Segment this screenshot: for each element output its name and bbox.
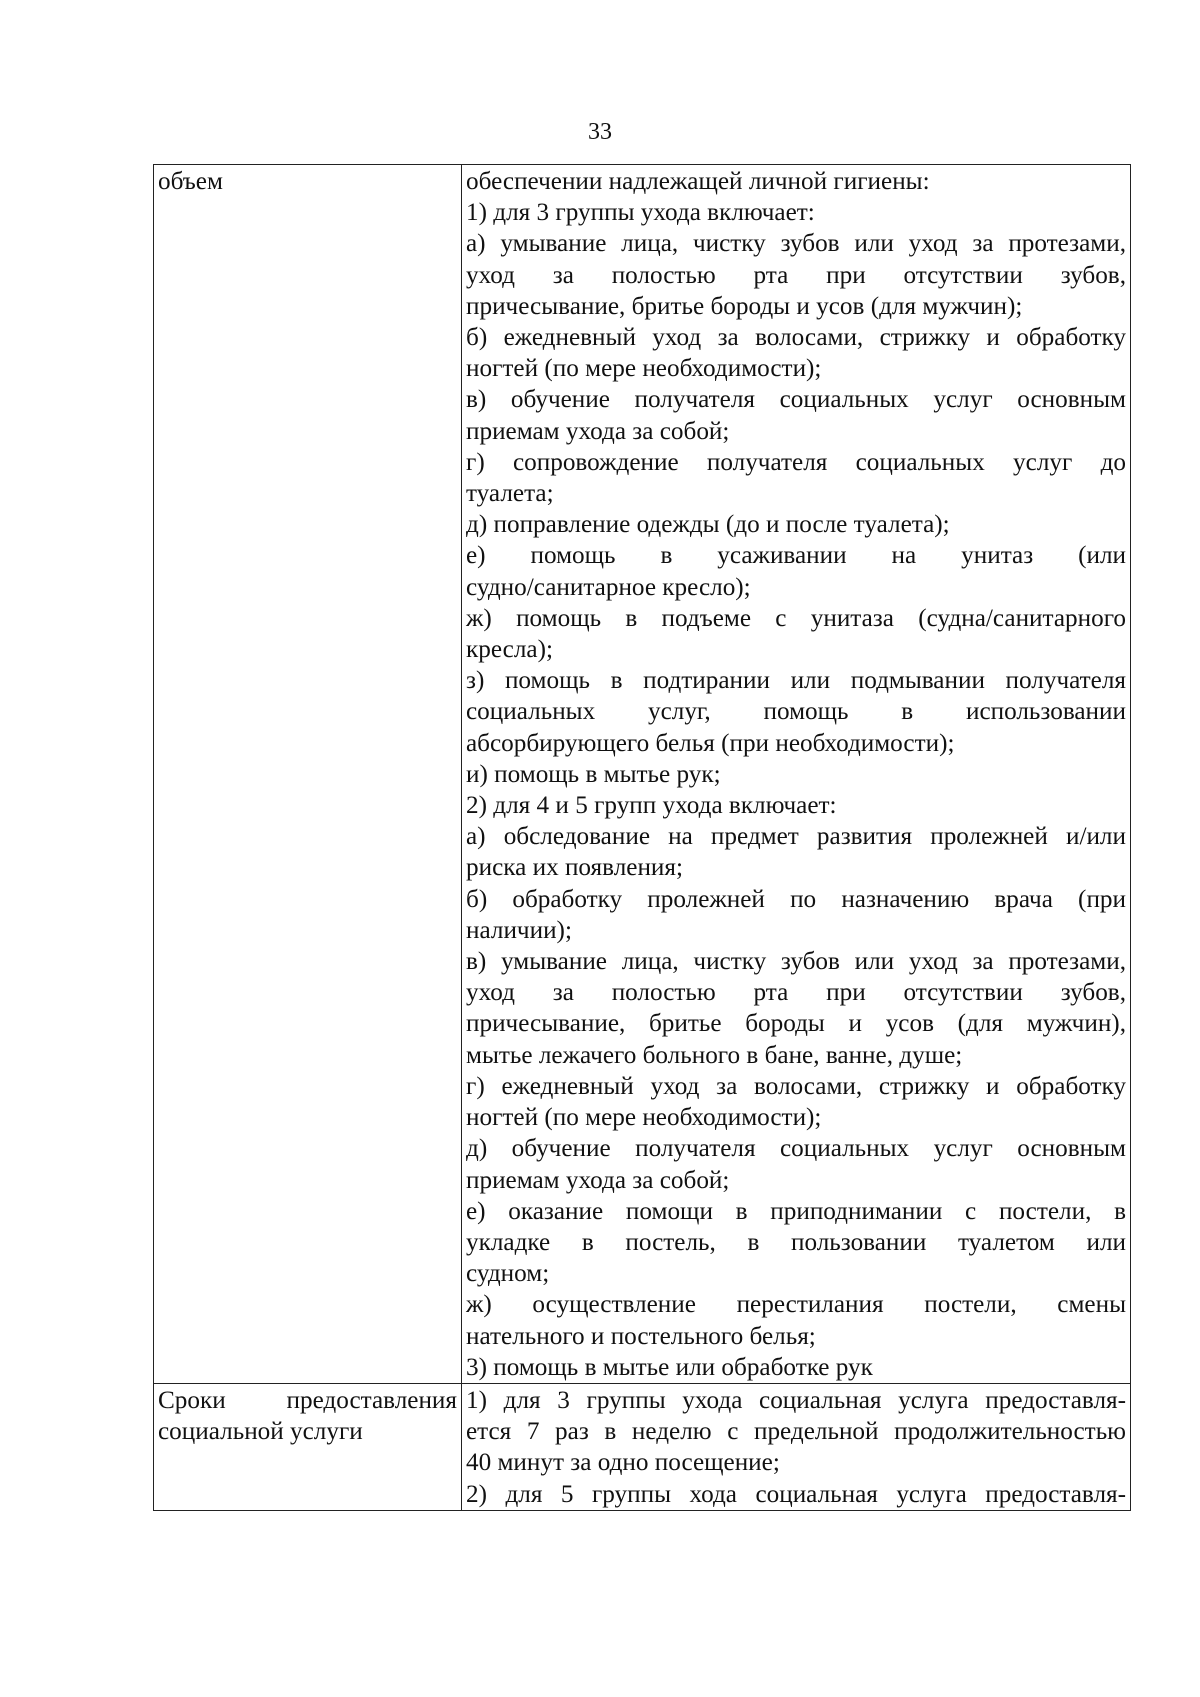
content-line: е) оказание помощи в приподнимании с постели, в [466, 1197, 1126, 1225]
content-line: 40 минут за одно посещение; [466, 1449, 780, 1477]
content-line: б) обработку пролежней по назначению врача (при [466, 885, 1126, 913]
content-line: г) ежедневный уход за волосами, стрижку и обработку [466, 1072, 1126, 1100]
content-line: уход за полостью рта при отсутствии зубов, [466, 979, 1126, 1007]
content-line: е) помощь в усаживании на унитаз (или [466, 542, 1126, 570]
content-cell [462, 165, 1131, 1384]
content-line: ется 7 раз в неделю с предельной продолжительностью [466, 1418, 1126, 1446]
content-line: абсорбирующего белья (при необходимости); [466, 729, 955, 757]
content-line: укладке в постель, в пользовании туалетом или [466, 1228, 1126, 1256]
content-line: б) ежедневный уход за волосами, стрижку и обработку [466, 324, 1126, 352]
page-number: 33 [588, 119, 612, 145]
content-line: социальных услуг, помощь в использовании [466, 698, 1126, 726]
content-line: приемам ухода за собой; [466, 417, 730, 445]
content-line: кресла); [466, 636, 553, 664]
label-line: социальной услуги [158, 1418, 363, 1446]
content-line: 1) для 3 группы ухода социальная услуга предоставля- [466, 1386, 1126, 1414]
content-line: уход за полостью рта при отсутствии зубов, [466, 261, 1126, 289]
content-line: ж) помощь в подъеме с унитаза (судна/санитарного [466, 604, 1126, 632]
content-line: а) умывание лица, чистку зубов или уход за протезами, [466, 230, 1126, 258]
content-line: ж) осуществление перестилания постели, смены [466, 1291, 1126, 1319]
content-line: судно/санитарное кресло); [466, 573, 751, 601]
label-line: Сроки предоставления [158, 1386, 457, 1414]
content-line: 2) для 4 и 5 групп ухода включает: [466, 792, 837, 820]
content-line: приемам ухода за собой; [466, 1166, 730, 1194]
content-line: г) сопровождение получателя социальных услуг до [466, 448, 1126, 476]
content-line: з) помощь в подтирании или подмывании получателя [466, 667, 1126, 695]
content-line: мытье лежачего больного в бане, ванне, душе; [466, 1041, 963, 1069]
label-cell [154, 165, 462, 1384]
content-line: 2) для 5 группы хода социальная услуга предоставля- [466, 1480, 1126, 1508]
content-line: ногтей (по мере необходимости); [466, 1104, 822, 1132]
content-line: риска их появления; [466, 854, 683, 882]
content-line: в) обучение получателя социальных услуг основным [466, 386, 1126, 414]
content-line: обеспечении надлежащей личной гигиены: [466, 168, 930, 195]
content-line: в) умывание лица, чистку зубов или уход за протезами, [466, 948, 1126, 976]
content-line: судном; [466, 1260, 550, 1288]
content-line: и) помощь в мытье рук; [466, 760, 721, 788]
content-line: 1) для 3 группы ухода включает: [466, 199, 815, 227]
service-table [153, 164, 1131, 1511]
content-line: причесывание, бритье бороды и усов (для мужчин), [466, 1010, 1126, 1038]
content-line: ногтей (по мере необходимости); [466, 355, 822, 383]
content-line: причесывание, бритье бороды и усов (для мужчин); [466, 292, 1023, 320]
content-line: нательного и постельного белья; [466, 1322, 816, 1350]
label-cell [154, 1383, 462, 1510]
label-line: объем [158, 168, 223, 195]
content-line: наличии); [466, 916, 572, 944]
content-line: туалета; [466, 480, 554, 508]
content-line: д) обучение получателя социальных услуг основным [466, 1135, 1126, 1163]
content-line: а) обследование на предмет развития пролежней и/или [466, 823, 1126, 851]
table-row-volume [154, 165, 1131, 1384]
content-line: 3) помощь в мытье или обработке рук [466, 1353, 873, 1381]
table-row-terms [154, 1383, 1131, 1510]
content-line: д) поправление одежды (до и после туалета); [466, 511, 950, 539]
content-cell [462, 1383, 1131, 1510]
